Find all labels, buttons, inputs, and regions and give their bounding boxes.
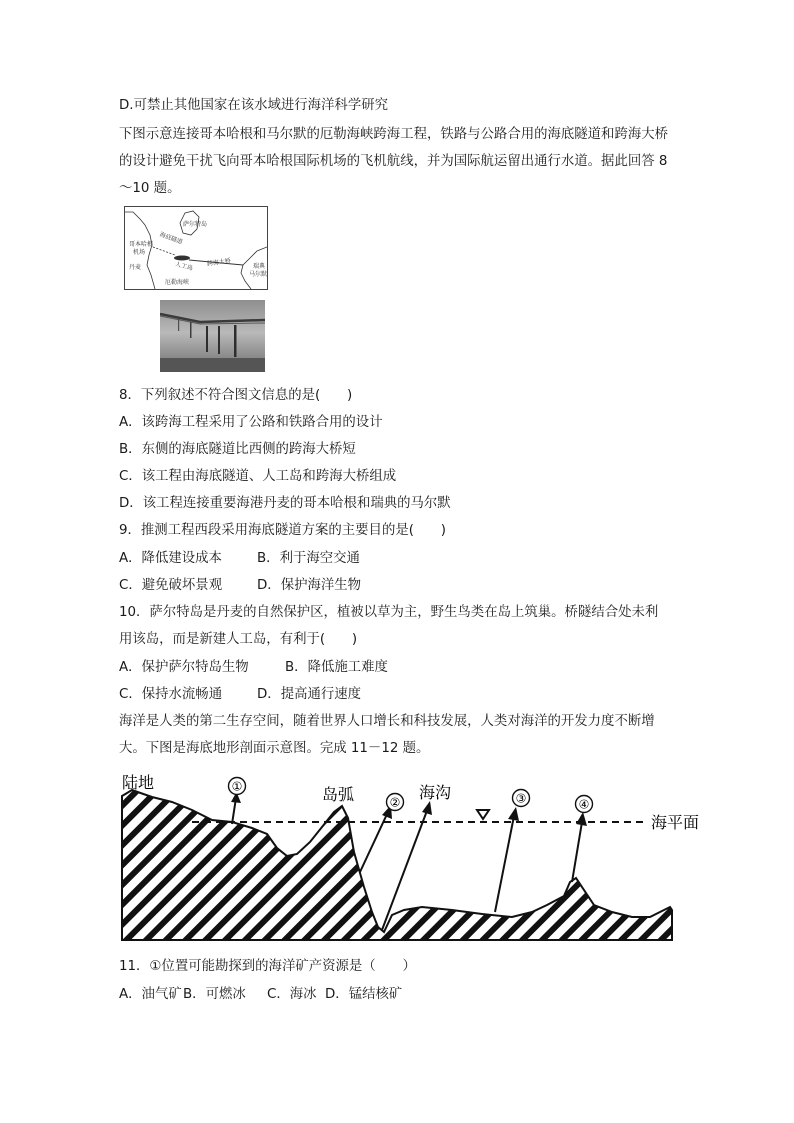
label-trench: 海沟 bbox=[419, 783, 452, 802]
q10-option-c: C．保持水流畅通 bbox=[119, 687, 223, 702]
q11-option-b: B．可燃冰 bbox=[183, 987, 246, 1002]
map-label-sweden: 瑞典 bbox=[253, 263, 266, 270]
label-land: 陆地 bbox=[122, 773, 155, 792]
label-island-arc: 岛弧 bbox=[322, 785, 355, 804]
q9-option-d: D．保护海洋生物 bbox=[257, 578, 362, 593]
marker-4: ④ bbox=[578, 797, 590, 812]
map-label-airport: 机场 bbox=[133, 249, 146, 256]
sea-level-symbol bbox=[477, 810, 489, 819]
q8-option-b: B．东侧的海底隧道比西侧的跨海大桥短 bbox=[119, 442, 356, 457]
q10-stem-line2: 用该岛，而是新建人工岛，有利于( ) bbox=[119, 632, 358, 647]
seabed-profile bbox=[112, 772, 712, 947]
marker-3: ③ bbox=[515, 791, 527, 806]
q9-options-row2 bbox=[119, 576, 361, 596]
prev-option-d: D.可禁止其他国家在该水域进行海洋科学研究 bbox=[119, 98, 388, 113]
q8-option-a: A．该跨海工程采用了公路和铁路合用的设计 bbox=[119, 415, 383, 430]
label-sea-level: 海平面 bbox=[651, 813, 700, 832]
map-label-saltholm: 萨尔特岛 bbox=[183, 221, 208, 228]
terrain bbox=[122, 790, 672, 940]
q11-stem: 11．①位置可能勘探到的海洋矿产资源是（ ） bbox=[119, 959, 416, 974]
q10-option-b: B．降低施工难度 bbox=[285, 660, 388, 675]
q8-stem: 8．下列叙述不符合图文信息的是( ) bbox=[119, 388, 353, 403]
q8-option-c: C．该工程由海底隧道、人工岛和跨海大桥组成 bbox=[119, 469, 397, 484]
q9-stem: 9．推测工程西段采用海底隧道方案的主要目的是( ) bbox=[119, 523, 446, 538]
marker-2: ② bbox=[389, 795, 401, 810]
intro-11-12-line2: 大。下图是海底地形剖面示意图。完成 11－12 题。 bbox=[119, 741, 430, 756]
map-label-denmark: 丹麦 bbox=[129, 264, 142, 271]
q11-option-a: A．油气矿 bbox=[119, 987, 182, 1002]
q10-options-row1 bbox=[119, 658, 388, 678]
intro-8-10: 下图示意连接哥本哈根和马尔默的厄勒海峡跨海工程，铁路与公路合用的海底隧道和跨海大桥的设计避免干扰飞向哥本哈根国际机场的飞机航线，并为国际航运留出通行水道。据此回答 8～10 题。 bbox=[119, 127, 669, 196]
q10-option-a: A．保护萨尔特岛生物 bbox=[119, 660, 249, 675]
map-label-tunnel: 海底隧道 bbox=[158, 231, 184, 246]
q11-option-d: D．锰结核矿 bbox=[325, 987, 403, 1002]
map-label-bridge: 跨海大桥 bbox=[206, 257, 232, 268]
q9-option-c: C．避免破坏景观 bbox=[119, 578, 223, 593]
map-lines bbox=[125, 207, 267, 289]
q9-options-row1 bbox=[119, 549, 360, 569]
q10-option-d: D．提高通行速度 bbox=[257, 687, 362, 702]
map-label-copenhagen: 哥本哈根 bbox=[129, 241, 154, 248]
map-label-island: 人工岛 bbox=[174, 260, 194, 273]
marker-1: ① bbox=[231, 779, 243, 794]
intro-11-12-line1: 海洋是人类的第二生存空间，随着世界人口增长和科技发展，人类对海洋的开发力度不断增 bbox=[119, 714, 655, 729]
q11-option-c: C．海冰 bbox=[267, 987, 317, 1002]
profile-svg bbox=[112, 772, 712, 947]
q9-option-b: B．利于海空交通 bbox=[257, 551, 360, 566]
map-label-malmo: 马尔默 bbox=[249, 271, 268, 278]
bridge-photo bbox=[160, 300, 265, 372]
strait-map bbox=[124, 206, 268, 290]
q10-stem-line1: 10．萨尔特岛是丹麦的自然保护区，植被以草为主，野生鸟类在岛上筑巢。桥隧结合处未利 bbox=[119, 605, 659, 620]
map-label-strait: 厄勒海峡 bbox=[165, 279, 190, 286]
q10-options-row2 bbox=[119, 685, 361, 705]
q9-option-a: A．降低建设成本 bbox=[119, 551, 222, 566]
q11-options bbox=[119, 985, 402, 1005]
q8-option-d: D．该工程连接重要海港丹麦的哥本哈根和瑞典的马尔默 bbox=[119, 496, 451, 511]
